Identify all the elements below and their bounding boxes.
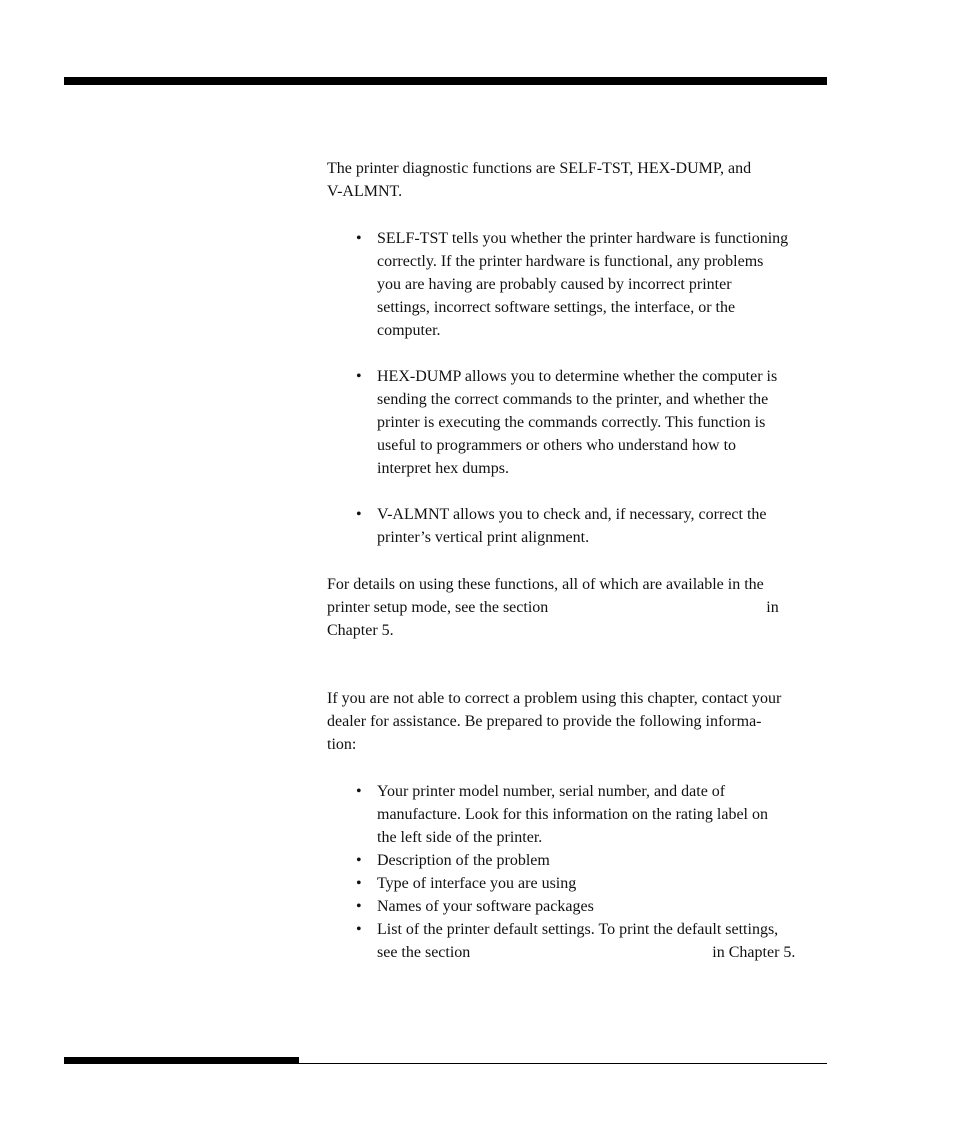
text-line: V-ALMNT allows you to check and, if necessary, correct the bbox=[377, 506, 767, 523]
info-list bbox=[356, 780, 836, 964]
text-line: computer. bbox=[377, 322, 441, 339]
text-line: tion: bbox=[327, 736, 357, 753]
bullet-icon: • bbox=[356, 852, 362, 869]
text-line: dealer for assistance. Be prepared to provide the following informa- bbox=[327, 713, 762, 730]
text-line: Chapter 5. bbox=[327, 622, 394, 639]
text-line: manufacture. Look for this information on the rating label on bbox=[377, 806, 768, 823]
text-line: If you are not able to correct a problem using this chapter, contact your bbox=[327, 690, 782, 707]
text-fragment: printer setup mode, see the section bbox=[327, 599, 549, 616]
assistance-paragraph bbox=[327, 687, 837, 756]
text-line: Description of the problem bbox=[377, 852, 550, 869]
text-line: SELF-TST tells you whether the printer hardware is functioning bbox=[377, 230, 789, 247]
text-line: you are having are probably caused by incorrect printer bbox=[377, 276, 732, 293]
bullet-icon: • bbox=[356, 783, 362, 800]
list-item bbox=[356, 918, 836, 964]
text-line: the left side of the printer. bbox=[377, 829, 543, 846]
footer-rule-thick bbox=[64, 1057, 299, 1064]
text-line: correctly. If the printer hardware is functional, any problems bbox=[377, 253, 764, 270]
list-item bbox=[356, 849, 836, 872]
bullet-icon: • bbox=[356, 368, 362, 385]
text-line: V-ALMNT. bbox=[327, 183, 403, 200]
bullet-icon: • bbox=[356, 875, 362, 892]
list-item bbox=[356, 227, 836, 342]
function-list-hexdump bbox=[356, 365, 836, 480]
text-fragment: in Chapter 5. bbox=[712, 944, 796, 961]
text-line: For details on using these functions, all of which are available in the bbox=[327, 576, 764, 593]
text-line: printer’s vertical print alignment. bbox=[377, 529, 590, 546]
list-item bbox=[356, 780, 836, 849]
text-line: sending the correct commands to the printer, and whether the bbox=[377, 391, 769, 408]
text-line: List of the printer default settings. To print the default settings, bbox=[377, 921, 779, 938]
text-line: The printer diagnostic functions are SELF-TST, HEX-DUMP, and bbox=[327, 160, 752, 177]
list-item bbox=[356, 365, 836, 480]
bullet-icon: • bbox=[356, 230, 362, 247]
function-list-valmnt bbox=[356, 503, 836, 549]
list-item bbox=[356, 872, 836, 895]
text-line: settings, incorrect software settings, the interface, or the bbox=[377, 299, 736, 316]
intro-paragraph bbox=[327, 157, 837, 203]
text-line: HEX-DUMP allows you to determine whether the computer is bbox=[377, 368, 778, 385]
text-fragment: see the section bbox=[377, 944, 471, 961]
text-line: useful to programmers or others who understand how to bbox=[377, 437, 737, 454]
list-item bbox=[356, 503, 836, 549]
bullet-icon: • bbox=[356, 898, 362, 915]
bullet-icon: • bbox=[356, 506, 362, 523]
top-rule bbox=[64, 77, 827, 85]
text-line: Type of interface you are using bbox=[377, 875, 577, 892]
text-line: Names of your software packages bbox=[377, 898, 594, 915]
text-line bbox=[327, 596, 837, 619]
list-item bbox=[356, 895, 836, 918]
text-fragment: in bbox=[766, 599, 779, 616]
text-line: Your printer model number, serial number, and date of bbox=[377, 783, 726, 800]
text-line bbox=[377, 941, 836, 964]
text-line: interpret hex dumps. bbox=[377, 460, 509, 477]
footer-rule-thin bbox=[299, 1063, 827, 1064]
text-line: printer is executing the commands correctly. This function is bbox=[377, 414, 766, 431]
bullet-icon: • bbox=[356, 921, 362, 938]
function-list-selftst bbox=[356, 227, 836, 342]
details-paragraph bbox=[327, 573, 837, 642]
